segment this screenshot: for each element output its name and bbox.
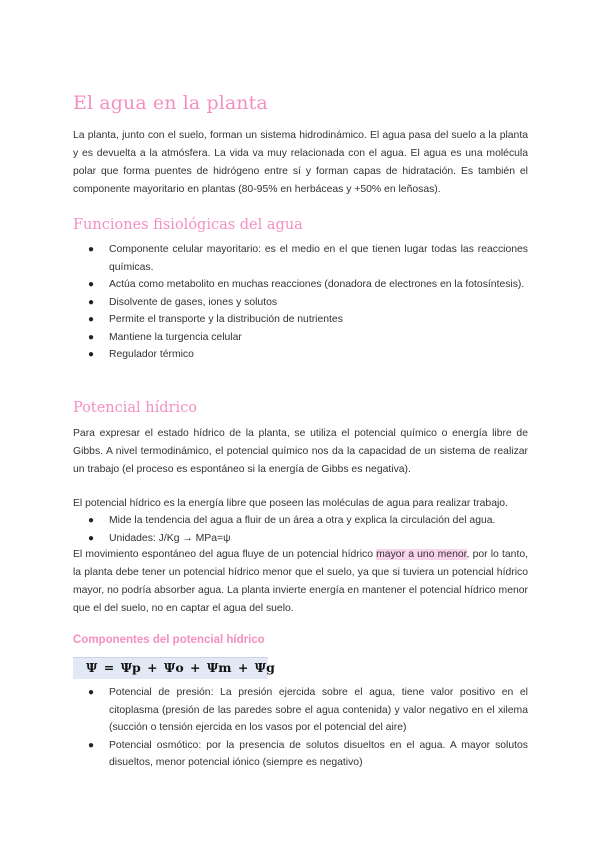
list-item: ● Potencial osmótico: por la presencia de solutos disueltos en el agua. A mayor solutos disueltos, menor potencial iónico (siempre es negativo) xyxy=(88,737,528,772)
list-item: ● Actúa como metabolito en muchas reacciones (donadora de electrones en la fotosíntesis). xyxy=(88,276,528,294)
highlighted-text: mayor a uno menor xyxy=(376,549,467,560)
bullet-icon: ● xyxy=(88,532,95,544)
intro-paragraph: La planta, junto con el suelo, forman un sistema hidrodinámico. El agua pasa del suelo a la planta y es devuelta a la atmósfera. La vida va muy relacionada con el agua. El agua es una molécula polar que forma puentes de hidrógeno entre sí y forman capas de hidratación. Es también el componente mayoritario en plantas (80-95% en herbáceas y +50% en leñosas). xyxy=(73,130,528,195)
bullet-icon: ● xyxy=(88,279,95,290)
bullet-icon: ● xyxy=(88,349,95,360)
list-item: ● Componente celular mayoritario: es el medio en el que tienen lugar todas las reacciones químicas. xyxy=(88,241,528,276)
componentes-list xyxy=(88,684,528,772)
section-heading-potencial: Potencial hídrico xyxy=(73,400,197,416)
list-item: ● Unidades: J/Kg → MPa=ψ xyxy=(88,530,528,548)
bullet-icon: ● xyxy=(88,244,95,255)
potencial-paragraph-1: Para expresar el estado hídrico de la planta, se utiliza el potencial químico o energía libre de Gibbs. A nivel termodinámico, el potencial químico nos da la capacidad de un sistema de realizar un trabajo (el proceso es espontáneo si la energía de Gibbs es negativa). xyxy=(73,428,528,475)
section-heading-funciones: Funciones fisiológicas del agua xyxy=(73,217,303,233)
list-item: ● Permite el transporte y la distribución de nutrientes xyxy=(88,311,528,329)
bullet-icon: ● xyxy=(88,314,95,325)
bullet-icon: ● xyxy=(88,331,95,343)
potencial-paragraph-2: El potencial hídrico es la energía libre que poseen las moléculas de agua para realizar trabajo. xyxy=(73,498,508,509)
bullet-icon: ● xyxy=(88,687,95,698)
formula-text: Ψ = Ψp + Ψo + Ψm + Ψg xyxy=(86,660,275,675)
list-item: ● Mantiene la turgencia celular xyxy=(88,329,528,347)
potencial-list xyxy=(88,512,528,547)
list-item: ● Mide la tendencia del agua a fluir de un área a otra y explica la circulación del agua. xyxy=(88,512,528,530)
bullet-icon: ● xyxy=(88,739,95,751)
funciones-list xyxy=(88,241,528,364)
subsection-heading-componentes: Componentes del potencial hídrico xyxy=(73,634,265,646)
formula-box xyxy=(73,657,275,679)
list-item: ● Regulador térmico xyxy=(88,346,528,364)
potencial-paragraph-3: El movimiento espontáneo del agua fluye de un potencial hídrico mayor a uno menor, por lo tanto, la planta debe tener un potencial hídrico menor que el suelo, ya que si tuviera un potencial hídrico mayor, no podría absorber agua. La planta invierte energía en mantener el potencial hídrico menor que el del suelo, no en captar el agua del suelo. xyxy=(73,549,528,614)
list-item: ● Potencial de presión: La presión ejercida sobre el agua, tiene valor positivo en el citoplasma (presión de las paredes sobre el agua contenida) y valor negativo en el xilema (succión o tensión ejercida en los vasos por el potencial del aire) xyxy=(88,684,528,737)
list-item: ● Disolvente de gases, iones y solutos xyxy=(88,294,528,312)
bullet-icon: ● xyxy=(88,296,95,308)
bullet-icon: ● xyxy=(88,515,95,526)
page-title: El agua en la planta xyxy=(73,92,268,114)
